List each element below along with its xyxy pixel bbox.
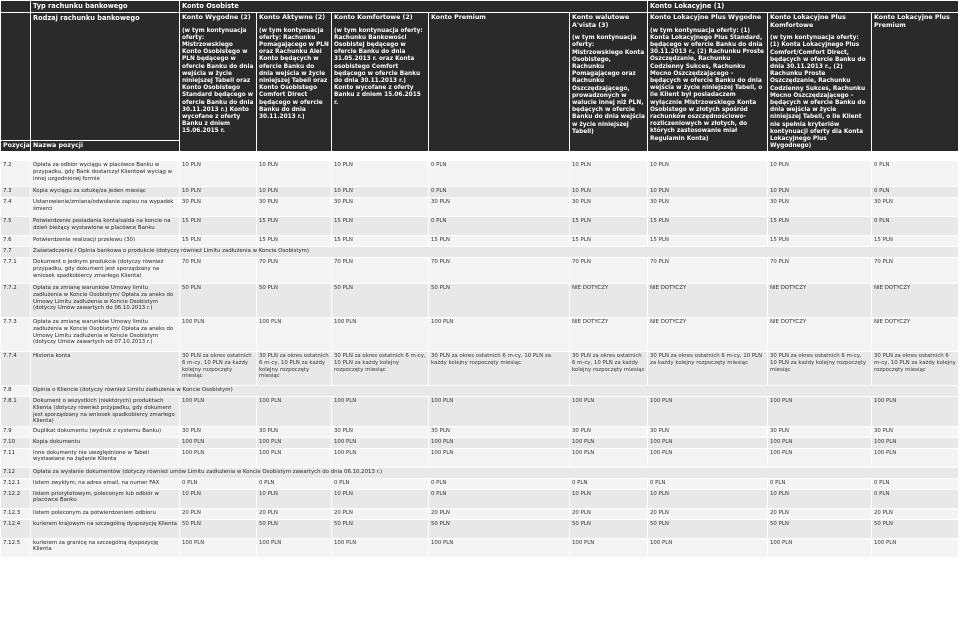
fee-value: 20 PLN — [768, 508, 872, 519]
row-number: 7.12.1 — [1, 478, 31, 489]
column-header — [872, 13, 959, 152]
column-title: Konto Lokacyjne Plus Wygodne — [650, 14, 762, 21]
table-row — [1, 448, 959, 467]
rodzaj-label: Rodzaj rachunku bankowego — [31, 13, 180, 141]
fee-value: 0 PLN — [872, 217, 959, 236]
typ-label: Typ rachunku bankowego — [31, 1, 180, 13]
row-name: Potwierdzenie posiadania konta/salda na koncie na dzień bieżący wystawione w placówce Banku — [31, 217, 180, 236]
row-name: listem zwykłym, na adres email, na numer FAX — [31, 478, 180, 489]
fee-value: 20 PLN — [332, 508, 429, 519]
fee-value: 20 PLN — [648, 508, 768, 519]
fee-value: 30 PLN — [180, 198, 257, 217]
row-name: Dokument o jednym produkcie (dotyczy również przypadku, gdy dokument jest sporządzany na wniosek spadkobiercy zmarłego Klienta) — [31, 258, 180, 284]
column-description: (w tym kontynuacja oferty: Mistrzowskiego Konto Osobistego w PLN będącego w ofercie Banku do dnia wejścia w życie niniejszej Tabeli oraz Konto Osobistego Standard będącego w ofercie Banku do dnia 30.11.2013 r.) Konto wycofane z oferty Banku z dniem 15.06.2015 r. — [182, 27, 254, 135]
pozycja-label: Pozycja — [1, 140, 31, 152]
table-row — [1, 426, 959, 437]
fee-value: 100 PLN — [648, 538, 768, 557]
fee-value: 10 PLN — [648, 161, 768, 187]
fee-value: 100 PLN — [180, 437, 257, 448]
fee-value: 10 PLN — [648, 187, 768, 198]
column-description: (w tym kontynuacja oferty: Rachunku Pomagającego w PLN oraz Rachunku Alei Konto będących w ofercie Banku do dnia wejścia w życie niniejszej Tabeli oraz Konto Osobistego Comfort Direct będącego w ofercie Banku do dnia 30.11.2013 r.) — [259, 27, 329, 121]
column-header — [332, 13, 429, 152]
fee-value: 50 PLN — [768, 519, 872, 538]
row-name: Inne dokumenty nie uwzględnione w Tabeli wystawiane na żądanie Klienta — [31, 448, 180, 467]
table-row — [1, 258, 959, 284]
fee-value: 0 PLN — [332, 478, 429, 489]
row-name: listem poleconym za potwierdzeniem odbioru — [31, 508, 180, 519]
fee-value: 30 PLN — [429, 198, 570, 217]
row-number: 7.7.3 — [1, 318, 31, 352]
fee-value: 100 PLN — [872, 538, 959, 557]
row-name: Duplikat dokumentu (wydruk z systemu Banku) — [31, 426, 180, 437]
row-name: Opłata za zmianę warunków Umowy limitu zadłużenia w Koncie Osobistym/ Opłata za aneks do Umowy Limitu zadłużenia w Koncie Osobistym (dotyczy Umów zawartych do 06.10.2013 r.) — [31, 284, 180, 318]
fee-value: 15 PLN — [180, 217, 257, 236]
fee-value: 50 PLN — [332, 284, 429, 318]
table-row — [1, 247, 959, 258]
fee-value: 100 PLN — [872, 437, 959, 448]
fee-value: 50 PLN — [872, 519, 959, 538]
fee-value: 0 PLN — [180, 478, 257, 489]
row-number: 7.12.2 — [1, 489, 31, 508]
row-number: 7.12.3 — [1, 508, 31, 519]
fee-value: 20 PLN — [257, 508, 332, 519]
fee-value: 0 PLN — [429, 478, 570, 489]
fee-value: 100 PLN — [648, 448, 768, 467]
fee-value: 100 PLN — [257, 437, 332, 448]
fee-value: 30 PLN za okres ostatnich 6 m-cy, 10 PLN za każdy kolejny rozpoczęty miesiąc — [332, 352, 429, 386]
fee-value: 100 PLN — [332, 437, 429, 448]
fee-value: 0 PLN — [429, 187, 570, 198]
fee-value: 100 PLN — [768, 397, 872, 426]
fee-value: 0 PLN — [429, 489, 570, 508]
fee-value: 30 PLN za okres ostatnich 6 m-cy, 10 PLN za każdy kolejny rozpoczęty miesiąc — [257, 352, 332, 386]
fee-value: 30 PLN za okres ostatnich 6 m-cy, 10 PLN za każdy kolejny rozpoczęty miesiąc — [180, 352, 257, 386]
table-row — [1, 217, 959, 236]
row-number: 7.12.5 — [1, 538, 31, 557]
row-number: 7.9 — [1, 426, 31, 437]
fee-value: 20 PLN — [570, 508, 648, 519]
fee-value: 50 PLN — [180, 519, 257, 538]
fee-value: 10 PLN — [768, 489, 872, 508]
lokacyjne-label: Konto Lokacyjne (1) — [648, 1, 959, 13]
row-name: Ustanowienie/zmiana/odwołanie zapisu na wypadek śmierci — [31, 198, 180, 217]
fee-value: 100 PLN — [872, 448, 959, 467]
fee-value: 30 PLN — [648, 426, 768, 437]
fee-value: NIE DOTYCZY — [648, 284, 768, 318]
fee-value: 100 PLN — [257, 318, 332, 352]
fee-value: 70 PLN — [570, 258, 648, 284]
fee-value: 50 PLN — [429, 284, 570, 318]
column-description: (w tym kontynuacja oferty: Mistrzowskiego Konta Osobistego, Rachunku Pomagającego oraz Rachunku Oszczędzającego, prowadzonych w walucie innej niż PLN, będących w ofercie Banku do dnia wejścia w życie niniejszej Tabeli) — [572, 35, 645, 135]
fee-value: 100 PLN — [429, 437, 570, 448]
table-row — [1, 489, 959, 508]
fee-value: 100 PLN — [257, 448, 332, 467]
fee-value: 100 PLN — [180, 397, 257, 426]
column-title: Konto Komfortowe (2) — [334, 14, 413, 21]
column-description: (w tym kontynuacja oferty: (1) Konta Lokacyjnego Plus Comfort/Comfort Direct, będących w ofercie Banku do dnia 30.11.2013 r., (2) Rachunku Proste Oszczędzanie, Rachunku Codzienny Sukces, Rachunku Mocno Oszczędzającego – będących w ofercie Banku do dnia wejścia w życie niniejszej Tabeli, o ile Klient nie spełnia kryteriów kontynuacji oferty dla Konta Lokacyjnego Plus Wygodnego) — [770, 35, 866, 150]
column-description: (w tym kontynuacja oferty: (1) Konta Lokacyjnego Plus Standard, będącego w ofercie Banku do dnia 30.11.2013 r., (2) Rachunku Proste Oszczędzanie, Rachunku Codzienny Sukces, Rachunku Mocno Oszczędzającego – będących w ofercie Banku do dnia wejścia w życie niniejszej Tabeli, o ile Klient był posiadaczem wyłącznie Mistrzowskiego Konta Osobistego w złotych spośród rachunków oszczędnościowo-rozliczeniowych w złotych, do których zastosowanie miał Regulamin Konta) — [650, 27, 764, 142]
fee-value: 70 PLN — [332, 258, 429, 284]
fee-value: 20 PLN — [872, 508, 959, 519]
column-title: Konto Wygodne (2) — [182, 14, 251, 21]
fee-value: 30 PLN — [257, 198, 332, 217]
row-name: kurierem krajowym na szczególną dyspozycję Klienta — [31, 519, 180, 538]
column-title: Konto Lokacyjne Plus Premium — [874, 14, 950, 29]
fee-value: 30 PLN za okres ostatnich 6 m-cy, 10 PLN za każdy kolejny rozpoczęty miesiąc — [648, 352, 768, 386]
table-row — [1, 198, 959, 217]
fee-value: 30 PLN — [332, 426, 429, 437]
fee-value: 70 PLN — [257, 258, 332, 284]
row-number: 7.11 — [1, 448, 31, 467]
fee-value: NIE DOTYCZY — [872, 284, 959, 318]
fee-value: 100 PLN — [429, 318, 570, 352]
table-row — [1, 386, 959, 397]
fee-value: 15 PLN — [648, 236, 768, 247]
fee-value: 30 PLN — [872, 198, 959, 217]
fee-value: 30 PLN za okres ostatnich 6 m-cy, 10 PLN za każdy kolejny rozpoczęty miesiąc — [429, 352, 570, 386]
row-name: Kopia wyciągu za sztukę/za jeden miesiąc — [31, 187, 180, 198]
corner-cell — [1, 13, 31, 141]
column-header — [648, 13, 768, 152]
row-number: 7.4 — [1, 198, 31, 217]
column-title: Konto Premium — [431, 14, 486, 21]
fee-value: 15 PLN — [180, 236, 257, 247]
fee-value: 15 PLN — [257, 217, 332, 236]
fee-value: 100 PLN — [570, 538, 648, 557]
fee-value: 15 PLN — [768, 236, 872, 247]
fee-value: NIE DOTYCZY — [648, 318, 768, 352]
fee-value: 100 PLN — [429, 538, 570, 557]
fee-value: 10 PLN — [332, 187, 429, 198]
fee-value: 50 PLN — [429, 519, 570, 538]
nazwa-label: Nazwa pozycji — [31, 140, 180, 152]
table-row — [1, 467, 959, 478]
fee-value: 30 PLN — [570, 426, 648, 437]
table-row — [1, 284, 959, 318]
row-number: 7.3 — [1, 187, 31, 198]
fee-value: 30 PLN — [332, 198, 429, 217]
column-header — [257, 13, 332, 152]
row-number: 7.7.1 — [1, 258, 31, 284]
fee-value: 100 PLN — [570, 437, 648, 448]
fee-value: 0 PLN — [257, 478, 332, 489]
fee-value: 15 PLN — [332, 236, 429, 247]
fee-value: 10 PLN — [648, 489, 768, 508]
fee-value: 100 PLN — [180, 538, 257, 557]
table-row — [1, 236, 959, 247]
row-number: 7.8 — [1, 386, 31, 397]
fee-value: 10 PLN — [570, 489, 648, 508]
row-number: 7.7 — [1, 247, 31, 258]
fee-value: 15 PLN — [570, 217, 648, 236]
fee-value: 0 PLN — [872, 161, 959, 187]
fee-value: 10 PLN — [768, 161, 872, 187]
fee-value: 50 PLN — [257, 519, 332, 538]
fee-value: 10 PLN — [570, 161, 648, 187]
column-title: Konto walutowe A'vista (3) — [572, 14, 630, 29]
fee-value: 10 PLN — [257, 489, 332, 508]
fee-value: 100 PLN — [180, 318, 257, 352]
row-name: kurierem za granicę na szczególną dyspozycję Klienta — [31, 538, 180, 557]
fee-value: 10 PLN — [180, 161, 257, 187]
fee-value: 10 PLN — [768, 187, 872, 198]
fee-value: 15 PLN — [332, 217, 429, 236]
fee-value: 0 PLN — [872, 187, 959, 198]
table-body — [1, 161, 959, 557]
table-row — [1, 161, 959, 187]
column-header — [429, 13, 570, 152]
column-header — [768, 13, 872, 152]
fee-value: 15 PLN — [257, 236, 332, 247]
fee-value: 30 PLN — [648, 198, 768, 217]
row-name: Opłata za odbiór wyciągu w placówce Banku w przypadku, gdy Bank dostarczył Klientowi wyciąg w innej uzgodnionej formie — [31, 161, 180, 187]
fee-value: 15 PLN — [429, 236, 570, 247]
table-row — [1, 352, 959, 386]
fee-value: 15 PLN — [768, 217, 872, 236]
fee-value: 70 PLN — [872, 258, 959, 284]
fee-value: 50 PLN — [257, 284, 332, 318]
fee-value: 100 PLN — [257, 397, 332, 426]
fee-value: NIE DOTYCZY — [872, 318, 959, 352]
row-name: Opłata za zmianę warunków Umowy limitu zadłużenia w Koncie Osobistym/ Opłata za aneks do Umowy Limitu zadłużenia w Koncie Osobistym (dotyczy Umów zawartych od 07.10.2013 r.) — [31, 318, 180, 352]
fee-value: 10 PLN — [257, 161, 332, 187]
corner-cell — [1, 1, 31, 13]
fee-value: 30 PLN — [872, 426, 959, 437]
fee-value: 100 PLN — [332, 448, 429, 467]
row-number: 7.12 — [1, 467, 31, 478]
fee-value: 10 PLN — [180, 187, 257, 198]
fee-value: 10 PLN — [332, 489, 429, 508]
fee-value: NIE DOTYCZY — [570, 318, 648, 352]
row-name: Dokument o wszystkich (niektórych) produktach Klienta (dotyczy również przypadku, gdy dokument jest sporządzany na wniosek spadkobiercy zmarłego Klienta) — [31, 397, 180, 426]
osobiste-label: Konto Osobiste — [180, 1, 648, 13]
column-title: Konto Lokacyjne Plus Komfortowe — [770, 14, 846, 29]
fee-value: 100 PLN — [872, 397, 959, 426]
table-header — [1, 1, 959, 152]
column-description: (w tym kontynuacja oferty: Rachunku Bankowości Osobistej będącego w ofercie Banku do dnia 31.05.2013 r. oraz Konta osobistego Comfort będącego w ofercie Banku do dnia 30.11.2013 r.) Konto wycofane z oferty Banku z dniem 15.06.2015 r. — [334, 27, 423, 106]
fee-value: 15 PLN — [872, 236, 959, 247]
row-number: 7.10 — [1, 437, 31, 448]
fee-value: 100 PLN — [648, 397, 768, 426]
fee-value: 30 PLN — [180, 426, 257, 437]
fee-value: 100 PLN — [257, 538, 332, 557]
fee-value: 100 PLN — [768, 448, 872, 467]
table-row — [1, 519, 959, 538]
fee-value: 30 PLN — [257, 426, 332, 437]
column-header — [180, 13, 257, 152]
fee-value: 20 PLN — [429, 508, 570, 519]
table-row — [1, 187, 959, 198]
fee-value: 30 PLN — [768, 198, 872, 217]
fee-value: 100 PLN — [180, 448, 257, 467]
fee-value: 30 PLN za okres ostatnich 6 m-cy, 10 PLN za każdy kolejny rozpoczęty miesiąc — [872, 352, 959, 386]
fee-value: NIE DOTYCZY — [570, 284, 648, 318]
table-row — [1, 538, 959, 557]
fee-value: 30 PLN — [429, 426, 570, 437]
row-number: 7.7.2 — [1, 284, 31, 318]
fee-value: 100 PLN — [768, 538, 872, 557]
row-name: Historia konta — [31, 352, 180, 386]
fee-value: 30 PLN za okres ostatnich 6 m-cy, 10 PLN za każdy kolejny rozpoczęty miesiąc — [768, 352, 872, 386]
fee-value: 0 PLN — [570, 478, 648, 489]
fee-value: 0 PLN — [768, 478, 872, 489]
row-number: 7.7.4 — [1, 352, 31, 386]
fee-value: NIE DOTYCZY — [768, 284, 872, 318]
fee-value: 50 PLN — [180, 284, 257, 318]
fee-value: 100 PLN — [429, 448, 570, 467]
fee-value: 10 PLN — [257, 187, 332, 198]
table-row — [1, 437, 959, 448]
fee-value: 0 PLN — [872, 489, 959, 508]
fee-value: 30 PLN — [570, 198, 648, 217]
row-number: 7.5 — [1, 217, 31, 236]
fee-value: 50 PLN — [648, 519, 768, 538]
row-name: listem priorytetowym, poleconym lub odbiór w placówce Banku — [31, 489, 180, 508]
table-row — [1, 318, 959, 352]
fee-value: 0 PLN — [872, 478, 959, 489]
fee-value: 10 PLN — [180, 489, 257, 508]
row-name: Opinia o Kliencie (dotyczy również Limitu zadłużenia w Koncie Osobistym) — [31, 386, 959, 397]
fee-value: 100 PLN — [429, 397, 570, 426]
table-row — [1, 397, 959, 426]
column-title: Konto Aktywne (2) — [259, 14, 326, 21]
table-row — [1, 508, 959, 519]
fee-value: 0 PLN — [429, 161, 570, 187]
row-name: Potwierdzenie realizacji przelewu (30) — [31, 236, 180, 247]
fee-value: 100 PLN — [332, 538, 429, 557]
row-name: Opłata za wysłanie dokumentów (dotyczy również umów Limitu zadłużenia w Koncie Osobistym zawartych do dnia 06.10.2013 r.) — [31, 467, 959, 478]
fee-value: 30 PLN za okres ostatnich 6 m-cy, 10 PLN za każdy kolejny rozpoczęty miesiąc — [570, 352, 648, 386]
row-number: 7.8.1 — [1, 397, 31, 426]
fee-value: 100 PLN — [648, 437, 768, 448]
fee-value: 70 PLN — [648, 258, 768, 284]
fee-value: 20 PLN — [180, 508, 257, 519]
fee-value: 100 PLN — [768, 437, 872, 448]
row-number: 7.2 — [1, 161, 31, 187]
fee-value: 0 PLN — [648, 478, 768, 489]
fee-value: 70 PLN — [768, 258, 872, 284]
table-row — [1, 478, 959, 489]
row-number: 7.6 — [1, 236, 31, 247]
fee-value: 10 PLN — [332, 161, 429, 187]
fee-value: 100 PLN — [570, 397, 648, 426]
fee-value: 10 PLN — [570, 187, 648, 198]
fee-value: 70 PLN — [429, 258, 570, 284]
fee-value: 50 PLN — [332, 519, 429, 538]
fee-value: 100 PLN — [332, 397, 429, 426]
fee-value: 15 PLN — [570, 236, 648, 247]
row-number: 7.12.4 — [1, 519, 31, 538]
fee-value: 100 PLN — [332, 318, 429, 352]
column-header — [570, 13, 648, 152]
fee-value: 30 PLN — [768, 426, 872, 437]
row-name: Zaświadczenie / Opinia bankowa o produkcie (dotyczy również Limitu zadłużenia w Koncie Osobistym) — [31, 247, 959, 258]
row-name: Kopia dokumentu — [31, 437, 180, 448]
fee-value: 0 PLN — [429, 217, 570, 236]
fee-value: 100 PLN — [570, 448, 648, 467]
fee-value: 50 PLN — [570, 519, 648, 538]
fee-value: 15 PLN — [648, 217, 768, 236]
fee-value: NIE DOTYCZY — [768, 318, 872, 352]
fee-value: 70 PLN — [180, 258, 257, 284]
